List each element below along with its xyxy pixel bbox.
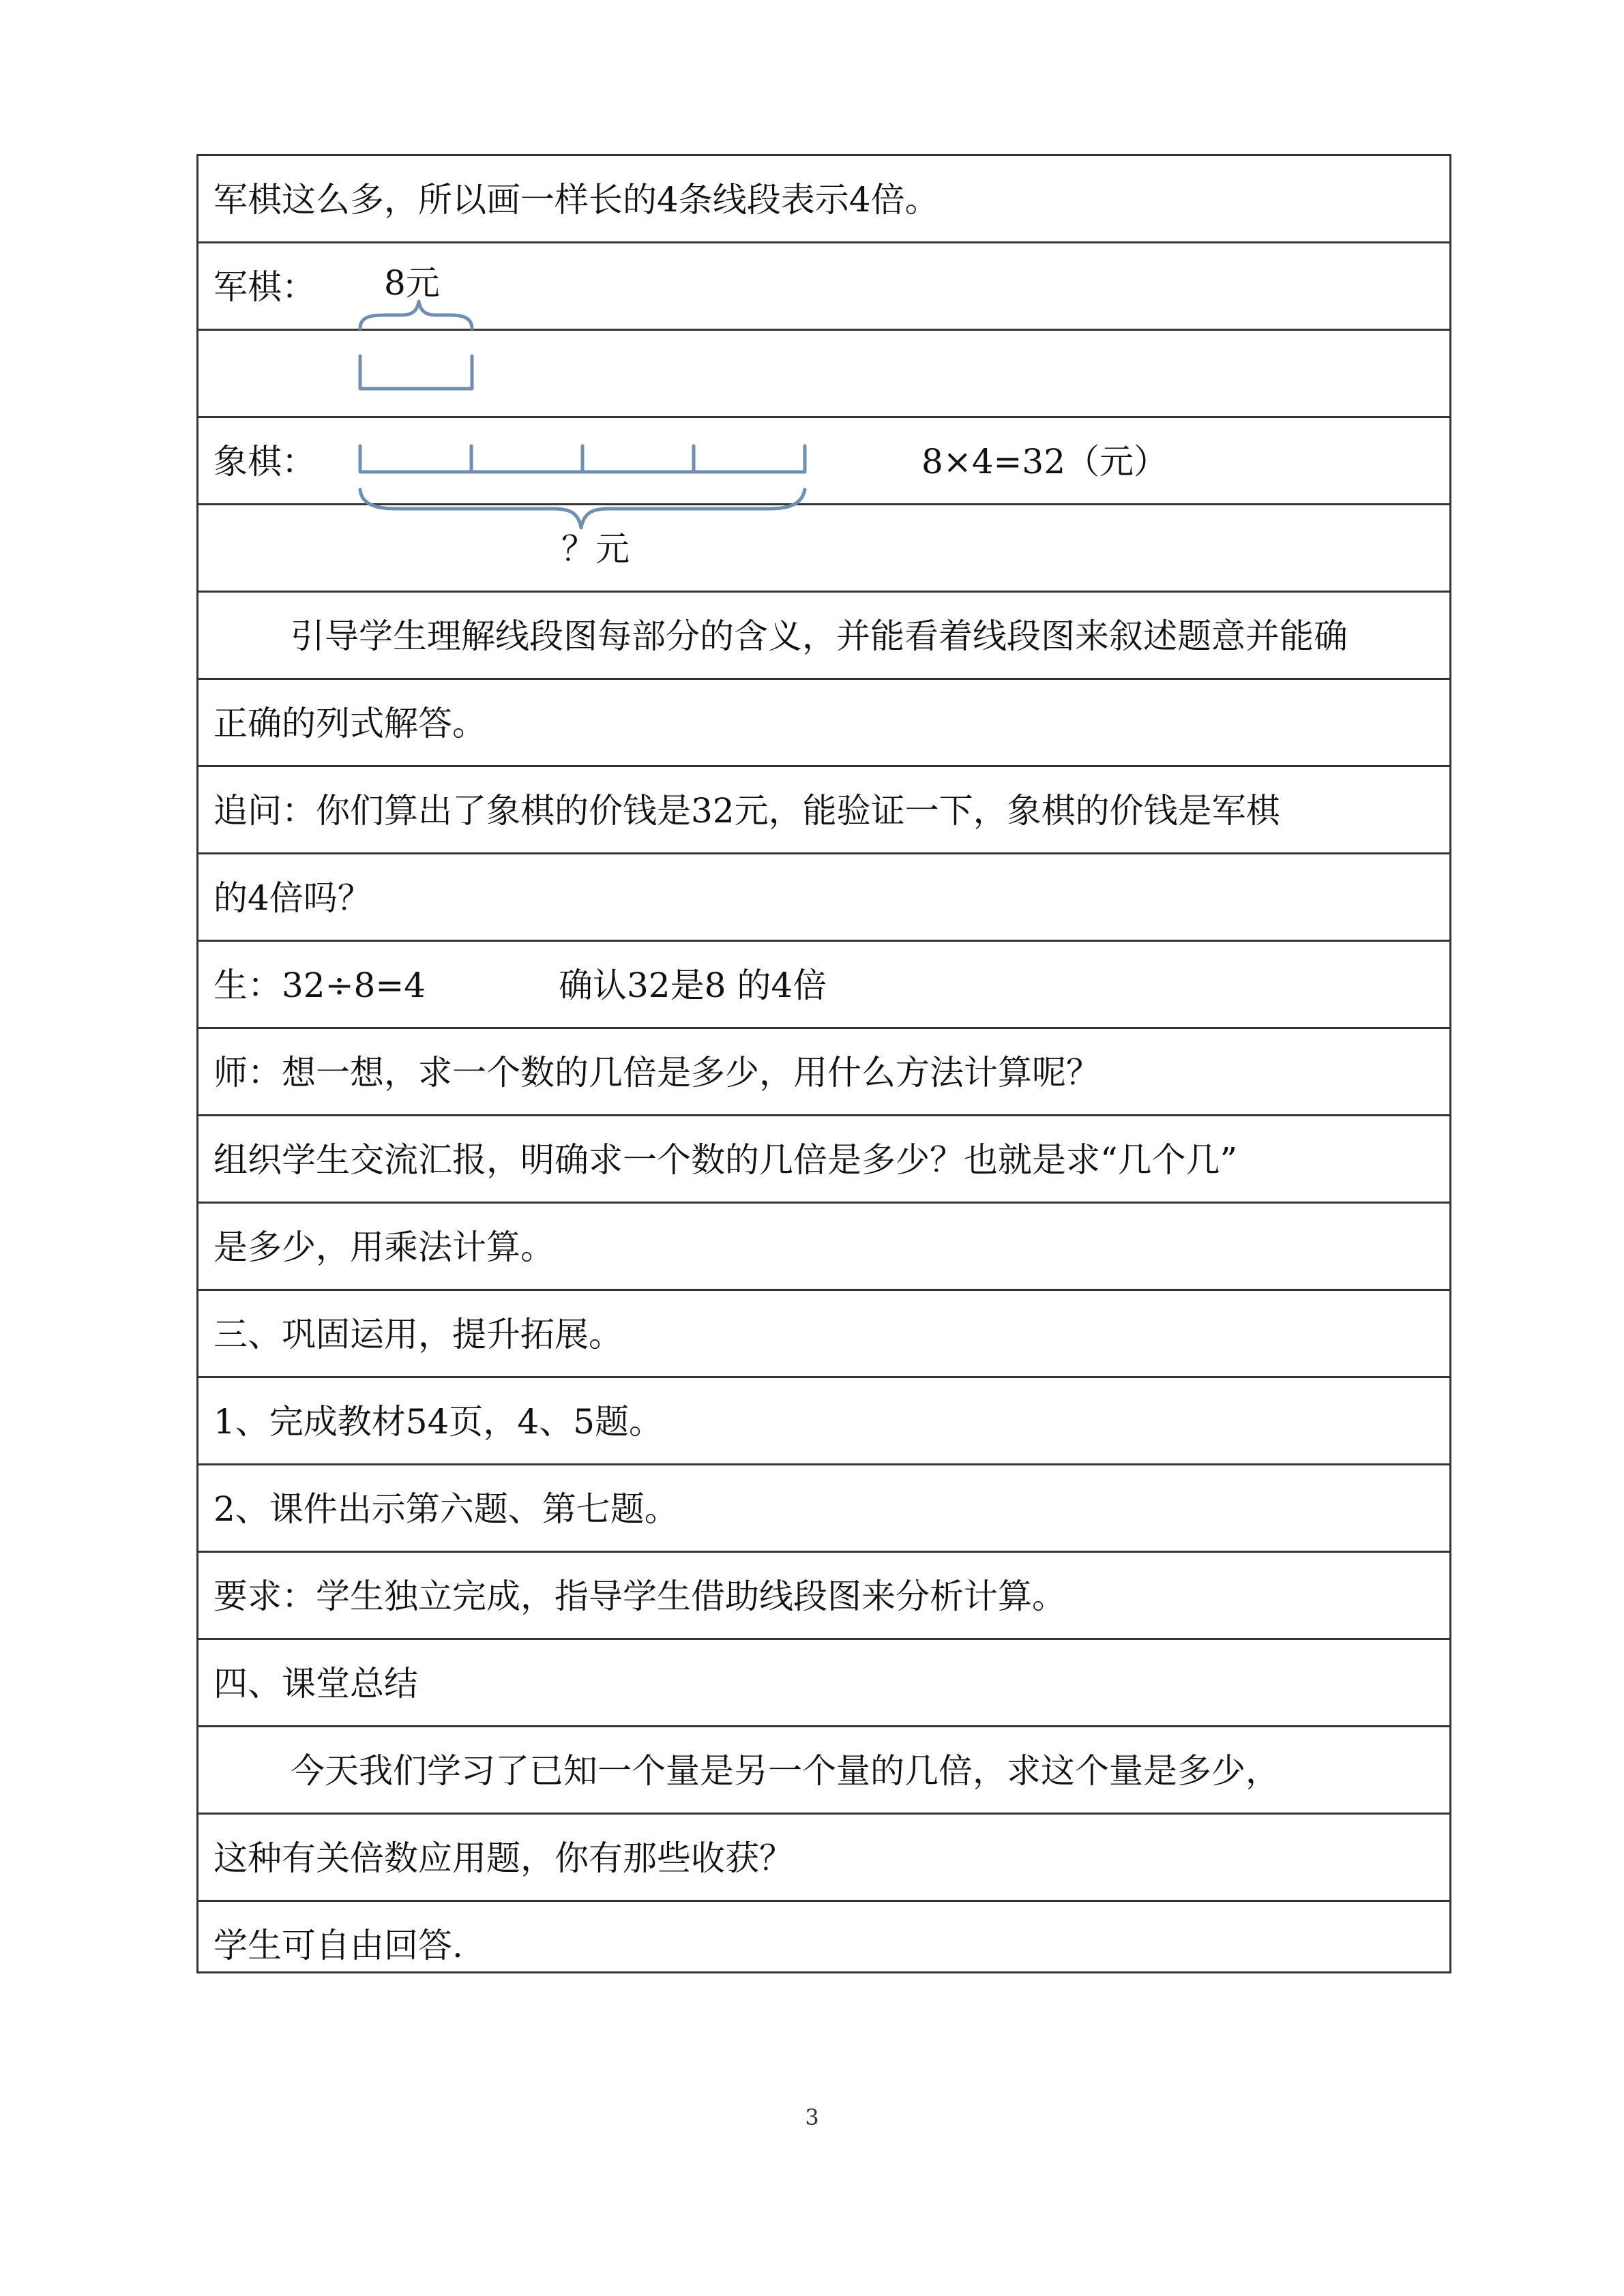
row-text: 这种有关倍数应用题，你有那些收获？ <box>213 1838 793 1878</box>
table-row <box>198 1291 1449 1378</box>
junqi-value-label: 8元 <box>384 263 440 303</box>
row-text: 追问：你们算出了象棋的价钱是32元，能验证一下，象棋的价钱是军棋 <box>213 791 1280 831</box>
table-row <box>198 1902 1449 1976</box>
table-row <box>198 680 1449 767</box>
table-row <box>198 767 1449 854</box>
table-row-student-answer <box>198 942 1449 1029</box>
lesson-table <box>196 154 1451 1973</box>
diagram-row-junqi-segment <box>198 331 1449 418</box>
unknown-total-label: ？元 <box>561 529 630 569</box>
row-text: 要求：学生独立完成，指导学生借助线段图来分析计算。 <box>213 1577 1066 1616</box>
table-row <box>198 1727 1449 1815</box>
row-text: 三、巩固运用，提升拓展。 <box>213 1315 623 1354</box>
table-row <box>198 1553 1449 1640</box>
table-row <box>198 1640 1449 1727</box>
row-text: 军棋这么多，所以画一样长的4条线段表示4倍。 <box>213 180 939 220</box>
row-text: 今天我们学习了已知一个量是另一个量的几倍，求这个量是多少， <box>291 1751 1280 1791</box>
table-row <box>198 1116 1449 1204</box>
junqi-label: 军棋： <box>213 267 316 307</box>
xiangqi-label: 象棋： <box>213 442 316 481</box>
table-row <box>198 1204 1449 1291</box>
diagram-row-xiangqi <box>198 418 1449 505</box>
diagram-row-junqi <box>198 243 1449 331</box>
page-number: 3 <box>805 2104 819 2130</box>
row-text: 的4倍吗？ <box>213 878 372 918</box>
diagram-row-unknown <box>198 505 1449 593</box>
formula-text: 8×4=32（元） <box>921 442 1168 481</box>
table-row <box>198 1465 1449 1553</box>
table-row <box>198 156 1449 243</box>
student-equation: 生：32÷8=4 <box>213 966 426 1005</box>
student-confirmation: 确认32是8 的4倍 <box>559 966 827 1005</box>
row-text: 正确的列式解答。 <box>213 704 486 743</box>
table-row <box>198 593 1449 680</box>
row-text: 2、课件出示第六题、第七题。 <box>213 1489 679 1529</box>
table-row <box>198 1029 1449 1116</box>
row-text: 组织学生交流汇报，明确求一个数的几倍是多少？也就是求“几个几” <box>213 1140 1238 1180</box>
table-row <box>198 1378 1449 1465</box>
row-text: 学生可自由回答. <box>213 1926 463 1965</box>
row-text: 引导学生理解线段图每部分的含义，并能看着线段图来叙述题意并能确 <box>291 616 1348 656</box>
row-text: 四、课堂总结 <box>213 1664 418 1703</box>
table-row <box>198 1815 1449 1902</box>
row-text: 1、完成教材54页，4、5题。 <box>213 1402 664 1442</box>
row-text: 是多少，用乘法计算。 <box>213 1227 555 1267</box>
row-text: 师：想一想，求一个数的几倍是多少，用什么方法计算呢？ <box>213 1053 1100 1092</box>
table-row <box>198 854 1449 942</box>
